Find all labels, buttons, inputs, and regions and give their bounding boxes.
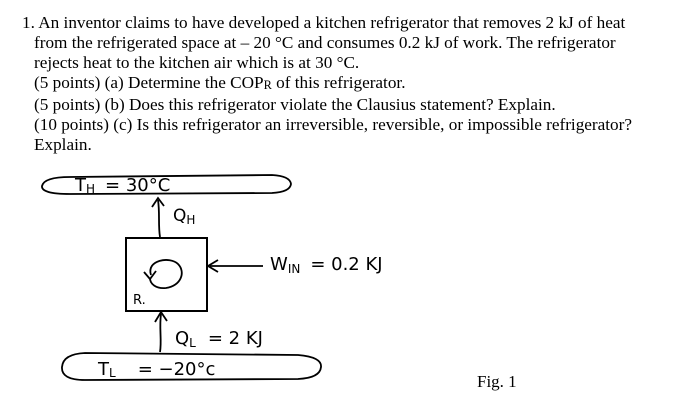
qh-label: QH bbox=[173, 206, 196, 227]
figure-caption: Fig. 1 bbox=[477, 372, 517, 391]
ql-label: QL = 2 KJ bbox=[175, 328, 263, 350]
hot-reservoir-label: TH = 30°C bbox=[75, 175, 171, 196]
problem-line-1: 1. An inventor claims to have developed a kitchen refrigerator that removes 2 kJ of heat bbox=[22, 13, 626, 32]
problem-line-3: rejects heat to the kitchen air which is at 30 °C. bbox=[34, 53, 360, 72]
part-a-subscript: R bbox=[263, 78, 272, 93]
part-c: (10 points) (c) Is this refrigerator an irreversible, reversible, or impossible refrigerator? bbox=[34, 115, 632, 135]
part-a bbox=[34, 73, 694, 95]
work-input-label: WIN = 0.2 KJ bbox=[270, 254, 383, 276]
refrigerator-label: R. bbox=[133, 293, 146, 308]
qh-arrow bbox=[158, 200, 160, 237]
part-a-rest: of this refrigerator. bbox=[271, 73, 406, 92]
problem-statement bbox=[22, 13, 694, 155]
cold-reservoir-label: TL = −20°c bbox=[98, 359, 216, 380]
refrigerator-diagram bbox=[0, 165, 700, 402]
part-a-text: (5 points) (a) Determine the COP bbox=[34, 73, 264, 92]
part-b: (5 points) (b) Does this refrigerator violate the Clausius statement? Explain. bbox=[34, 95, 556, 115]
ql-arrow bbox=[160, 314, 161, 352]
part-c-continued: Explain. bbox=[34, 135, 92, 155]
problem-line-2: from the refrigerated space at – 20 °C and consumes 0.2 kJ of work. The refrigerator bbox=[34, 33, 616, 52]
